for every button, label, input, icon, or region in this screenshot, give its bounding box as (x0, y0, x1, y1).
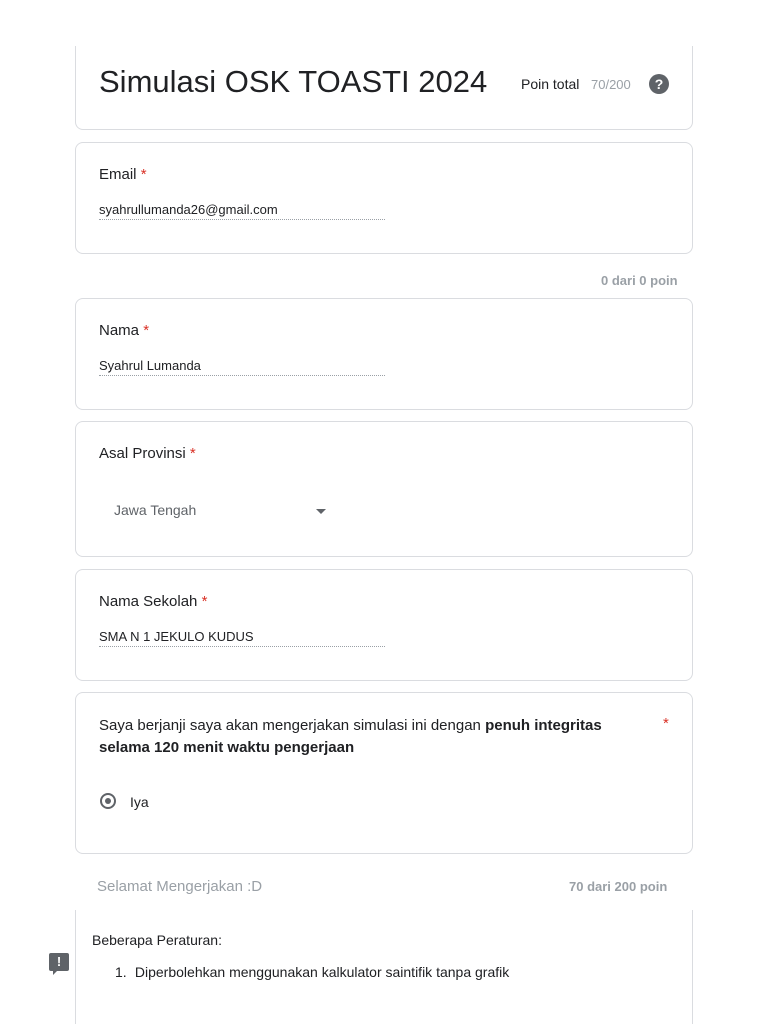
provinsi-question-card (75, 421, 693, 557)
provinsi-dropdown[interactable] (114, 500, 326, 524)
sekolah-question-card (75, 569, 693, 681)
pledge-text-bold: penuh integritas selama 120 menit waktu pengerjaan (99, 717, 602, 756)
rule-text: Diperbolehkan menggunakan kalkulator saintifik tanpa grafik (134, 964, 510, 980)
poin-total-label: Poin total (521, 76, 580, 92)
sekolah-answer: SMA N 1 JEKULO KUDUS (99, 629, 385, 647)
nama-label-text: Nama (99, 322, 140, 339)
provinsi-label (99, 445, 196, 462)
pledge-text-prefix: Saya berjanji saya akan mengerjakan simulasi ini dengan (99, 717, 486, 734)
required-mark: * (663, 715, 669, 732)
poin-total-value: 70/200 (591, 77, 631, 92)
sekolah-label-text: Nama Sekolah (99, 593, 198, 610)
rules-title: Beberapa Peraturan: (92, 932, 222, 948)
radio-iya[interactable] (100, 793, 116, 809)
form-title: Simulasi OSK TOASTI 2024 (99, 64, 488, 99)
chevron-down-icon (316, 509, 326, 514)
rule-item (115, 964, 509, 980)
required-mark: * (201, 593, 208, 610)
feedback-icon[interactable]: ! (49, 953, 69, 971)
section-points: 70 dari 200 poin (569, 879, 668, 894)
nama-label (99, 322, 149, 339)
section-description (75, 910, 693, 1024)
section-header: Selamat Mengerjakan :D (97, 878, 263, 895)
help-icon[interactable]: ? (649, 74, 669, 94)
email-label (99, 166, 147, 183)
email-label-text: Email (99, 166, 137, 183)
provinsi-label-text: Asal Provinsi (99, 445, 186, 462)
required-mark: * (189, 445, 196, 462)
points-note: 0 dari 0 poin (601, 273, 678, 288)
required-mark: * (143, 322, 150, 339)
pledge-question-card (75, 692, 693, 854)
email-answer: syahrullumanda26@gmail.com (99, 202, 385, 220)
form-title-card (75, 46, 693, 130)
provinsi-selected-value: Jawa Tengah (114, 502, 197, 518)
pledge-text (99, 715, 619, 759)
nama-answer: Syahrul Lumanda (99, 358, 385, 376)
email-question-card (75, 142, 693, 254)
rule-number: 1. (115, 964, 127, 980)
radio-iya-label[interactable]: Iya (130, 794, 149, 810)
sekolah-label (99, 593, 207, 610)
nama-question-card (75, 298, 693, 410)
required-mark: * (140, 166, 147, 183)
